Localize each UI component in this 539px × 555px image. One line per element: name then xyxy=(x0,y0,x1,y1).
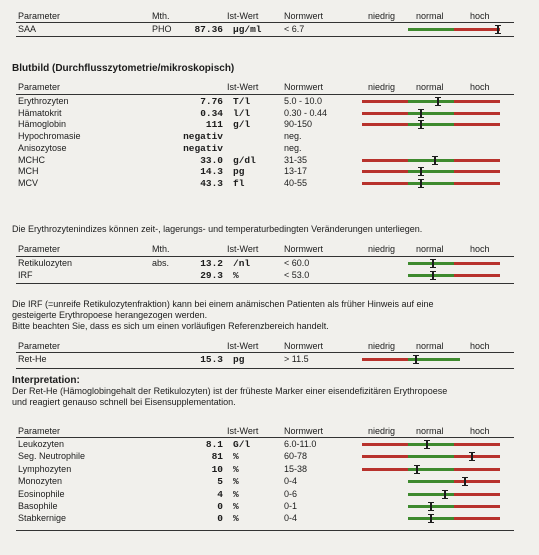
param-name: MCH xyxy=(18,166,39,177)
param-name: Leukozyten xyxy=(18,439,65,449)
range-high-segment xyxy=(454,468,500,471)
note-irf-line1: Die IRF (=unreife Retikulozytenfraktion) kann bei einem anämischen Patienten als früher Hinweis auf eine xyxy=(12,299,434,309)
range-high-segment xyxy=(454,28,500,31)
value-marker xyxy=(432,271,434,280)
col-header-parameter: Parameter xyxy=(18,426,61,436)
col-header-parameter: Parameter xyxy=(18,82,61,92)
col-header-value: Ist-Wert xyxy=(227,341,259,351)
range-normal-segment xyxy=(408,455,454,458)
range-normal-segment xyxy=(408,28,454,31)
param-unit: /nl xyxy=(233,258,251,269)
range-low-segment xyxy=(362,455,408,458)
col-header-hoch: hoch xyxy=(470,341,490,351)
note-erythrozytenindizes: Die Erythrozytenindizes können zeit-, lagerungs- und temperaturbedingten Veränderungen unterliegen. xyxy=(12,224,423,234)
param-value: 0 xyxy=(217,501,223,512)
range-bar xyxy=(362,112,500,115)
param-value: 4 xyxy=(217,488,223,500)
param-value: 0.34 xyxy=(200,107,223,119)
col-header-parameter: Parameter xyxy=(18,341,61,351)
range-bar xyxy=(408,262,500,265)
param-normwert: < 60.0 xyxy=(284,258,310,268)
param-unit: % xyxy=(233,513,239,525)
col-header-value: Ist-Wert xyxy=(227,82,259,92)
range-low-segment xyxy=(362,358,408,361)
param-normwert: 31-35 xyxy=(284,154,308,165)
range-high-segment xyxy=(454,480,500,483)
range-high-segment xyxy=(454,455,500,458)
range-bar xyxy=(362,455,500,458)
col-header-method: Mth. xyxy=(152,244,170,254)
range-bar xyxy=(408,480,500,483)
range-bar xyxy=(362,468,500,471)
col-header-method: Mth. xyxy=(152,11,170,21)
param-unit: % xyxy=(233,501,239,512)
blutbild-title: Blutbild (Durchflusszytometrie/mikroskopisch) xyxy=(12,63,235,74)
param-value: 29.3 xyxy=(200,270,223,281)
param-normwert: 0-4 xyxy=(284,513,298,524)
col-header-niedrig: niedrig xyxy=(368,82,396,92)
value-marker xyxy=(432,259,434,268)
param-normwert: 5.0 - 10.0 xyxy=(284,96,323,106)
value-marker xyxy=(420,167,422,176)
param-value: 5 xyxy=(217,476,223,488)
value-marker xyxy=(420,109,422,118)
interpretation-title: Interpretation: xyxy=(12,375,80,386)
param-name: Hämoglobin xyxy=(18,119,67,130)
range-high-segment xyxy=(454,505,500,508)
range-low-segment xyxy=(362,100,408,103)
range-bar xyxy=(362,170,500,173)
param-value: 10 xyxy=(211,463,223,475)
range-high-segment xyxy=(454,443,500,446)
param-name: MCV xyxy=(18,177,38,188)
param-name: Eosinophile xyxy=(18,488,65,499)
range-bar xyxy=(408,505,500,508)
range-high-segment xyxy=(454,182,500,185)
col-header-normal: normal xyxy=(416,426,444,436)
value-marker xyxy=(434,156,436,165)
param-value: 0 xyxy=(217,513,223,525)
col-header-niedrig: niedrig xyxy=(368,11,396,21)
param-unit: fl xyxy=(233,177,245,189)
range-low-segment xyxy=(362,170,408,173)
param-normwert: < 53.0 xyxy=(284,270,310,280)
param-normwert: > 11.5 xyxy=(284,354,309,364)
interpretation-line2: und reagiert genauso schnell bei Eisensupplementation. xyxy=(12,397,236,407)
col-header-normwert: Normwert xyxy=(284,82,324,92)
param-normwert: neg. xyxy=(284,131,302,142)
param-unit: g/dl xyxy=(233,154,256,166)
param-method: PHO xyxy=(152,24,172,34)
value-marker xyxy=(420,179,422,188)
param-name: Seg. Neutrophile xyxy=(18,451,86,462)
param-value: 8.1 xyxy=(205,439,223,450)
param-name: Anisozytose xyxy=(18,142,67,153)
range-high-segment xyxy=(454,112,500,115)
range-normal-segment xyxy=(408,100,454,103)
range-high-segment xyxy=(454,274,500,277)
param-value: 111 xyxy=(205,119,223,131)
value-marker xyxy=(430,514,432,523)
col-header-hoch: hoch xyxy=(470,426,490,436)
col-header-normal: normal xyxy=(416,341,444,351)
param-name: Stabkernige xyxy=(18,513,67,524)
col-header-normal: normal xyxy=(416,82,444,92)
param-unit: % xyxy=(233,488,239,500)
value-marker xyxy=(420,120,422,129)
param-name: IRF xyxy=(18,270,33,280)
param-unit: g/l xyxy=(233,119,251,131)
range-bar xyxy=(408,517,500,520)
col-header-normal: normal xyxy=(416,244,444,254)
range-low-segment xyxy=(362,123,408,126)
value-marker xyxy=(415,355,417,364)
value-marker xyxy=(464,477,466,486)
range-normal-segment xyxy=(408,493,454,496)
col-header-normal: normal xyxy=(416,11,444,21)
range-high-segment xyxy=(454,170,500,173)
param-unit: % xyxy=(233,451,239,463)
param-name: Hämatokrit xyxy=(18,107,62,118)
col-header-normwert: Normwert xyxy=(284,426,324,436)
value-marker xyxy=(430,502,432,511)
col-header-hoch: hoch xyxy=(470,11,490,21)
range-normal-segment xyxy=(408,123,454,126)
param-normwert: 15-38 xyxy=(284,463,308,474)
param-normwert: 60-78 xyxy=(284,451,308,462)
param-name: MCHC xyxy=(18,154,45,165)
param-value: 81 xyxy=(211,451,223,463)
param-value: negativ xyxy=(183,142,223,154)
range-low-segment xyxy=(362,159,408,162)
range-high-segment xyxy=(454,493,500,496)
range-low-segment xyxy=(362,182,408,185)
range-bar xyxy=(408,274,500,277)
range-normal-segment xyxy=(408,480,454,483)
param-name: Hypochromasie xyxy=(18,131,81,142)
col-header-niedrig: niedrig xyxy=(368,341,396,351)
param-normwert: 0-1 xyxy=(284,501,298,511)
col-header-niedrig: niedrig xyxy=(368,244,396,254)
param-value: 13.2 xyxy=(200,258,223,269)
range-normal-segment xyxy=(408,159,454,162)
range-low-segment xyxy=(362,443,408,446)
value-marker xyxy=(471,452,473,461)
value-marker xyxy=(437,97,439,106)
param-name: Lymphozyten xyxy=(18,463,72,474)
param-normwert: 90-150 xyxy=(284,119,313,130)
range-bar xyxy=(362,443,500,446)
col-header-hoch: hoch xyxy=(470,82,490,92)
param-unit: G/l xyxy=(233,439,251,450)
range-high-segment xyxy=(454,517,500,520)
param-normwert: 0-6 xyxy=(284,488,298,499)
param-unit: T/l xyxy=(233,96,251,107)
range-bar xyxy=(408,493,500,496)
value-marker xyxy=(444,490,446,499)
param-value: 87.36 xyxy=(194,24,223,35)
param-unit: % xyxy=(233,270,239,281)
param-value: 33.0 xyxy=(200,154,223,166)
col-header-value: Ist-Wert xyxy=(227,244,259,254)
col-header-parameter: Parameter xyxy=(18,11,61,21)
param-unit: l/l xyxy=(233,107,251,119)
range-bar xyxy=(362,182,500,185)
param-name: Ret-He xyxy=(18,354,47,364)
range-high-segment xyxy=(454,159,500,162)
range-low-segment xyxy=(362,112,408,115)
param-normwert: neg. xyxy=(284,142,302,153)
range-high-segment xyxy=(454,262,500,265)
range-bar xyxy=(362,100,500,103)
range-normal-segment xyxy=(408,170,454,173)
range-normal-segment xyxy=(408,112,454,115)
range-high-segment xyxy=(454,123,500,126)
range-low-segment xyxy=(362,468,408,471)
col-header-parameter: Parameter xyxy=(18,244,61,254)
param-unit: µg/ml xyxy=(233,24,262,35)
col-header-normwert: Normwert xyxy=(284,244,324,254)
col-header-hoch: hoch xyxy=(470,244,490,254)
param-name: Basophile xyxy=(18,501,58,511)
param-name: SAA xyxy=(18,24,37,34)
param-value: 43.3 xyxy=(200,177,223,189)
col-header-value: Ist-Wert xyxy=(227,11,259,21)
range-bar xyxy=(362,159,500,162)
param-normwert: 40-55 xyxy=(284,177,308,188)
col-header-niedrig: niedrig xyxy=(368,426,396,436)
col-header-value: Ist-Wert xyxy=(227,426,259,436)
range-normal-segment xyxy=(408,182,454,185)
range-bar xyxy=(362,123,500,126)
param-normwert: 13-17 xyxy=(284,166,308,177)
param-value: 14.3 xyxy=(200,166,223,178)
param-normwert: < 6.7 xyxy=(284,24,305,34)
col-header-normwert: Normwert xyxy=(284,341,324,351)
range-bar xyxy=(362,358,460,361)
value-marker xyxy=(416,465,418,474)
param-value: 15.3 xyxy=(200,354,223,365)
param-unit: pg xyxy=(233,166,245,178)
param-value: 7.76 xyxy=(200,96,223,107)
col-header-normwert: Normwert xyxy=(284,11,324,21)
param-normwert: 0-4 xyxy=(284,476,298,487)
param-unit: pg xyxy=(233,354,245,365)
param-unit: % xyxy=(233,476,239,488)
param-name: Monozyten xyxy=(18,476,63,487)
note-irf-line3: Bitte beachten Sie, dass es sich um einen vorläufigen Referenzbereich handelt. xyxy=(12,321,329,331)
note-irf-line2: gesteigerte Erythropoese herangezogen werden. xyxy=(12,310,208,320)
param-name: Retikulozyten xyxy=(18,258,73,268)
value-marker xyxy=(497,25,499,34)
param-name: Erythrozyten xyxy=(18,96,69,106)
value-marker xyxy=(426,440,428,449)
param-value: negativ xyxy=(183,131,223,143)
param-unit: % xyxy=(233,463,239,475)
range-bar xyxy=(408,28,500,31)
range-normal-segment xyxy=(408,443,454,446)
param-normwert: 6.0-11.0 xyxy=(284,439,317,449)
range-high-segment xyxy=(454,100,500,103)
param-method: abs. xyxy=(152,258,170,268)
interpretation-line1: Der Ret-He (Hämoglobingehalt der Retikulozyten) ist der früheste Marker einer eisendefizitären Erythropoese xyxy=(12,386,448,396)
param-normwert: 0.30 - 0.44 xyxy=(284,107,328,118)
range-normal-segment xyxy=(408,468,454,471)
